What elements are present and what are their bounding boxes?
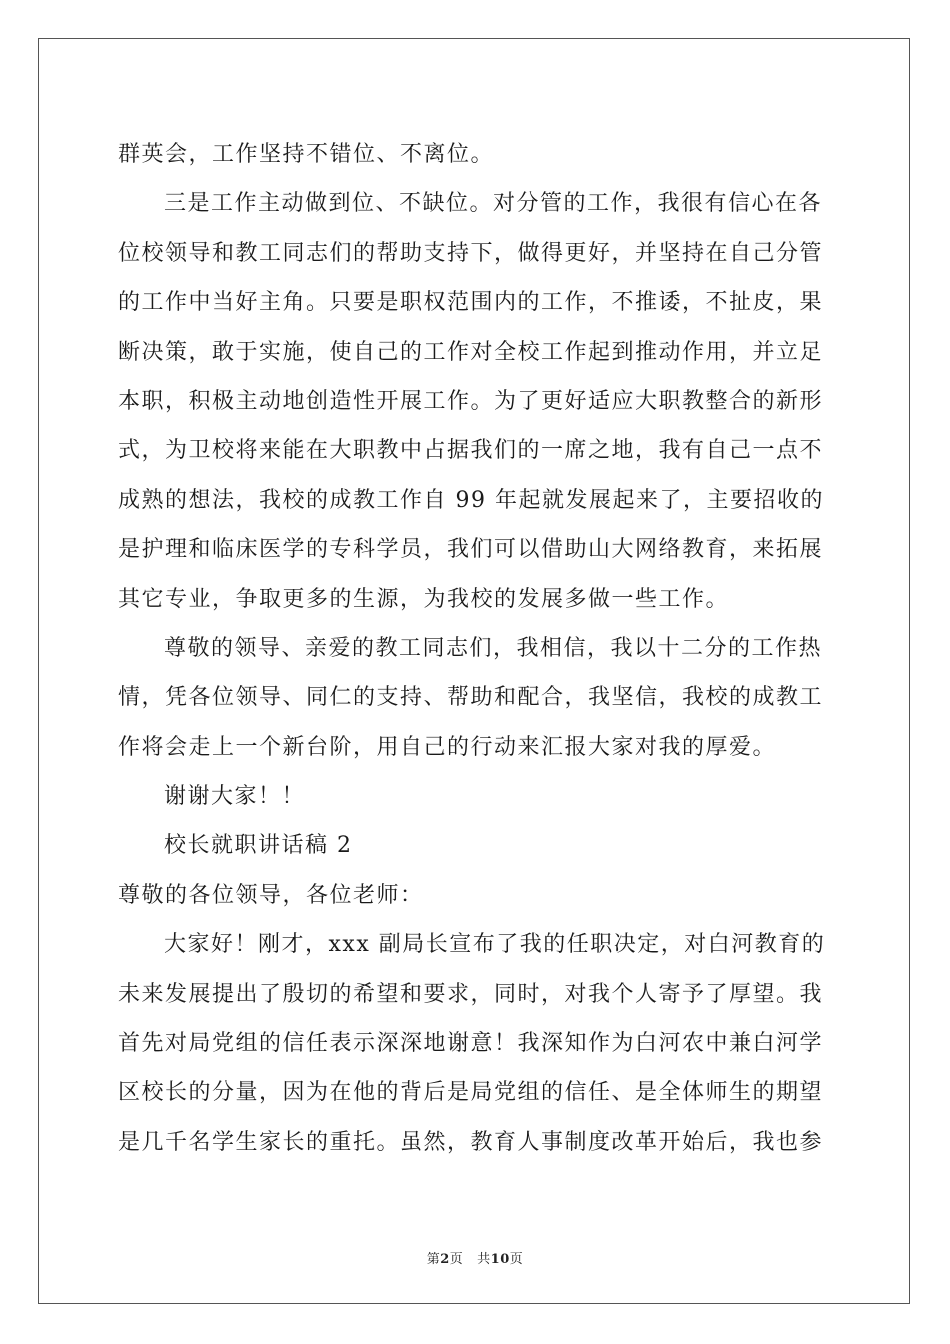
text-line: 成熟的想法，我校的成教工作自 99 年起就发展起来了，主要招收的 (118, 487, 824, 513)
current-page-number: 2 (440, 1252, 450, 1267)
text-line: 谢谢大家！！ (164, 784, 306, 810)
text-line: 三是工作主动做到位、不缺位。对分管的工作，我很有信心在各 (164, 191, 823, 217)
footer-prefix: 第 (426, 1252, 441, 1267)
page-footer (0, 1248, 950, 1267)
text-line: 作将会走上一个新台阶，用自己的行动来汇报大家对我的厚爱。 (118, 734, 777, 760)
text-line: 情，凭各位领导、同仁的支持、帮助和配合，我坚信，我校的成教工 (118, 685, 824, 711)
text-line: 位校领导和教工同志们的帮助支持下，做得更好，并坚持在自己分管 (118, 240, 824, 266)
footer-suffix: 页 (509, 1252, 524, 1267)
text-line: 大家好！刚才，xxx 副局长宣布了我的任职决定，对白河教育的 (164, 932, 826, 958)
text-line: 尊敬的领导、亲爱的教工同志们，我相信，我以十二分的工作热 (164, 635, 823, 661)
text-line: 是几千名学生家长的重托。虽然，教育人事制度改革开始后，我也参 (118, 1129, 824, 1155)
section-heading: 校长就职讲话稿 2 (164, 833, 353, 859)
text-line: 本职，积极主动地创造性开展工作。为了更好适应大职教整合的新形 (118, 388, 824, 414)
document-body (118, 130, 838, 1167)
text-line: 区校长的分量，因为在他的背后是局党组的信任、是全体师生的期望 (118, 1080, 824, 1106)
text-line: 群英会，工作坚持不错位、不离位。 (118, 142, 495, 167)
text-line: 式，为卫校将来能在大职教中占据我们的一席之地，我有自己一点不 (118, 438, 824, 464)
text-line: 的工作中当好主角。只要是职权范围内的工作，不推诿，不扯皮，果 (118, 290, 824, 316)
text-line: 是护理和临床医学的专科学员，我们可以借助山大网络教育，来拓展 (118, 537, 824, 563)
salutation: 尊敬的各位领导，各位老师： (118, 882, 424, 908)
total-page-count: 10 (490, 1252, 510, 1267)
text-line: 断决策，敢于实施，使自己的工作对全校工作起到推动作用，并立足 (118, 339, 824, 365)
footer-middle: 页 共 (449, 1252, 491, 1267)
text-line: 其它专业，争取更多的生源，为我校的发展多做一些工作。 (118, 586, 730, 612)
text-line: 首先对局党组的信任表示深深地谢意！我深知作为白河农中兼白河学 (118, 1031, 824, 1057)
text-line: 未来发展提出了殷切的希望和要求，同时，对我个人寄予了厚望。我 (118, 981, 824, 1007)
